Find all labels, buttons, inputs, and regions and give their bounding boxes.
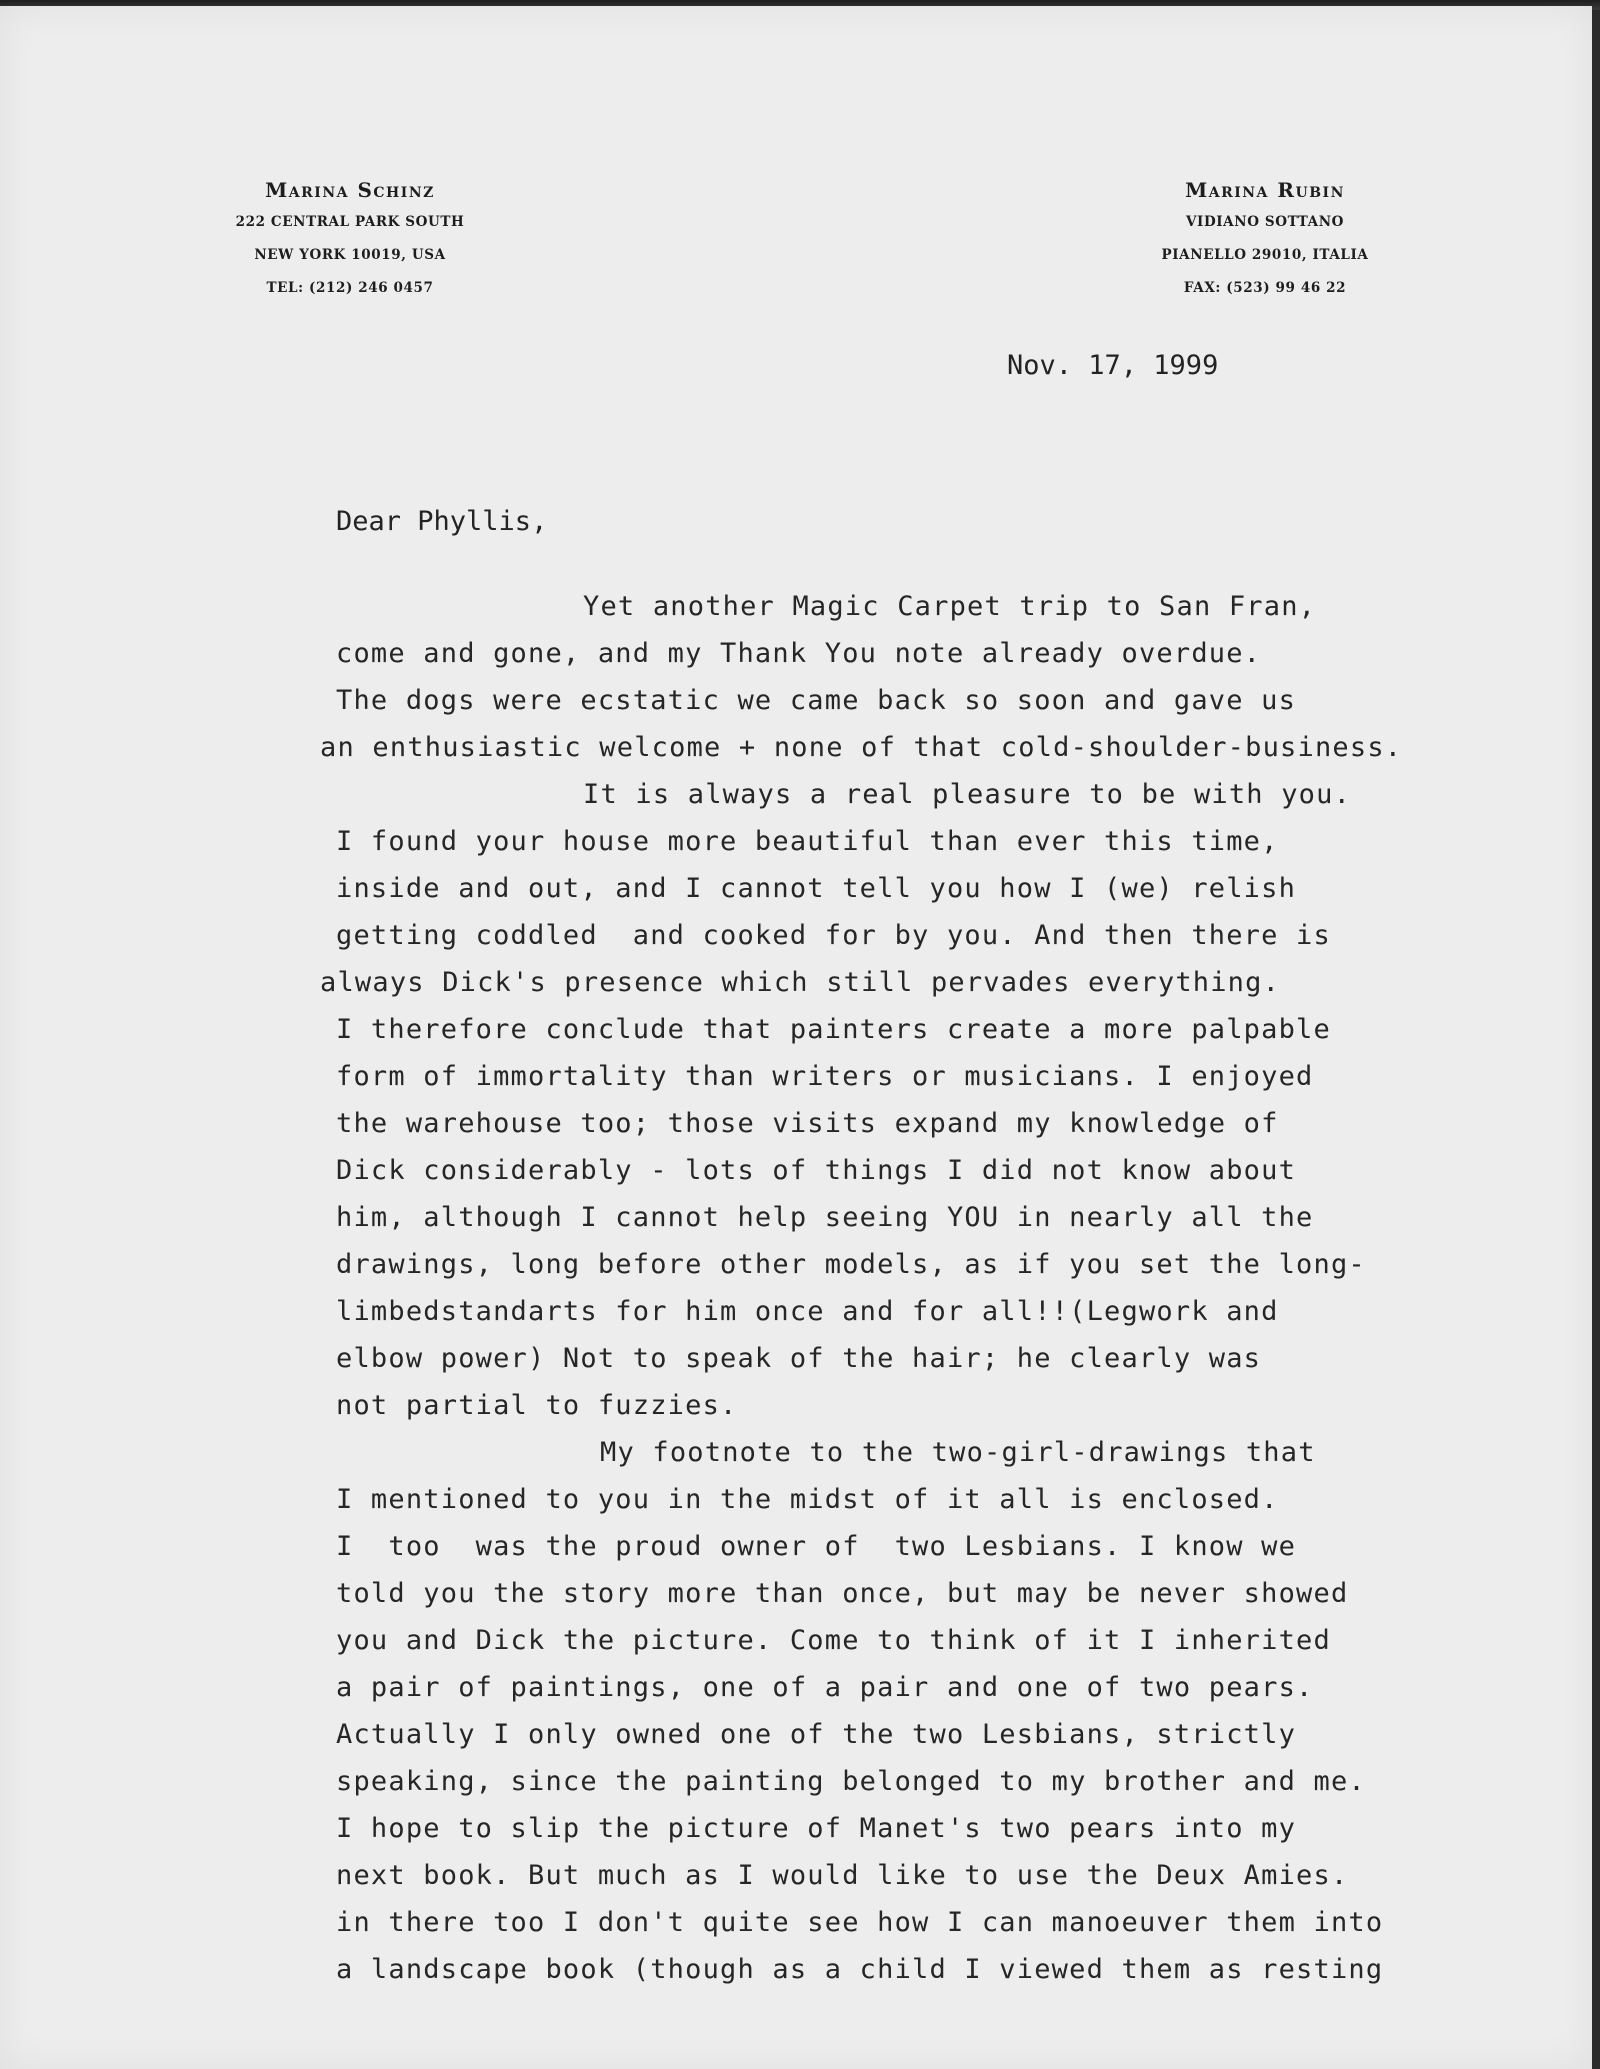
body-line: speaking, since the painting belonged to my brother and me. [336,1766,1366,1797]
letter-page [0,6,1592,2069]
body-line: a pair of paintings, one of a pair and one of two pears. [336,1672,1314,1703]
body-line: I therefore conclude that painters create a more palpable [336,1014,1331,1045]
body-line: Yet another Magic Carpet trip to San Fran, [583,591,1317,622]
body-line: It is always a real pleasure to be with you. [583,779,1352,810]
sender-address-line-1: 222 CENTRAL PARK SOUTH [235,214,465,230]
body-line: I too was the proud owner of two Lesbians. I know we [336,1531,1297,1562]
body-line: told you the story more than once, but may be never showed [336,1578,1349,1609]
body-line: I found your house more beautiful than ever this time, [336,826,1279,857]
body-line: not partial to fuzzies. [336,1390,738,1421]
body-line: Actually I only owned one of the two Lesbians, strictly [336,1719,1297,1750]
body-line: My footnote to the two-girl-drawings that [600,1437,1316,1468]
body-line: drawings, long before other models, as if you set the long- [336,1249,1366,1280]
body-line: you and Dick the picture. Come to think of it I inherited [336,1625,1331,1656]
body-line: limbedstandarts for him once and for all!!(Legwork and [336,1296,1279,1327]
body-line: him, although I cannot help seeing YOU in nearly all the [336,1202,1314,1233]
body-line: the warehouse too; those visits expand my knowledge of [336,1108,1279,1139]
body-line: form of immortality than writers or musicians. I enjoyed [336,1061,1314,1092]
letter-date: Nov. 17, 1999 [1007,350,1219,381]
sender-alt-address-line-1: VIDIANO SOTTANO [1185,214,1345,230]
sender-name-alt: Marina Rubin [1185,178,1345,202]
body-line: inside and out, and I cannot tell you how I (we) relish [336,873,1297,904]
body-line: an enthusiastic welcome + none of that cold-shoulder-business. [320,732,1403,763]
body-line: a landscape book (though as a child I viewed them as resting [336,1954,1384,1985]
letterhead-italy [1130,174,1400,305]
sender-alt-fax: FAX: (523) 99 46 22 [1183,280,1347,296]
body-line: I mentioned to you in the midst of it all is enclosed. [336,1484,1279,1515]
sender-address-line-2: NEW YORK 10019, USA [254,247,446,263]
letterhead-new-york [210,174,490,305]
salutation: Dear Phyllis, [336,506,548,537]
sender-name: Marina Schinz [265,178,435,202]
body-line: The dogs were ecstatic we came back so soon and gave us [336,685,1297,716]
body-line: in there too I don't quite see how I can manoeuver them into [336,1907,1384,1938]
body-line: elbow power) Not to speak of the hair; he clearly was [336,1343,1262,1374]
body-line: I hope to slip the picture of Manet's two pears into my [336,1813,1297,1844]
body-line: next book. But much as I would like to use the Deux Amies. [336,1860,1349,1891]
body-line: Dick considerably - lots of things I did not know about [336,1155,1297,1186]
body-line: getting coddled and cooked for by you. And then there is [336,920,1331,951]
body-line: come and gone, and my Thank You note already overdue. [336,638,1262,669]
body-line: always Dick's presence which still pervades everything. [320,967,1281,998]
sender-phone: TEL: (212) 246 0457 [266,280,434,296]
sender-alt-address-line-2: PIANELLO 29010, ITALIA [1161,247,1369,263]
